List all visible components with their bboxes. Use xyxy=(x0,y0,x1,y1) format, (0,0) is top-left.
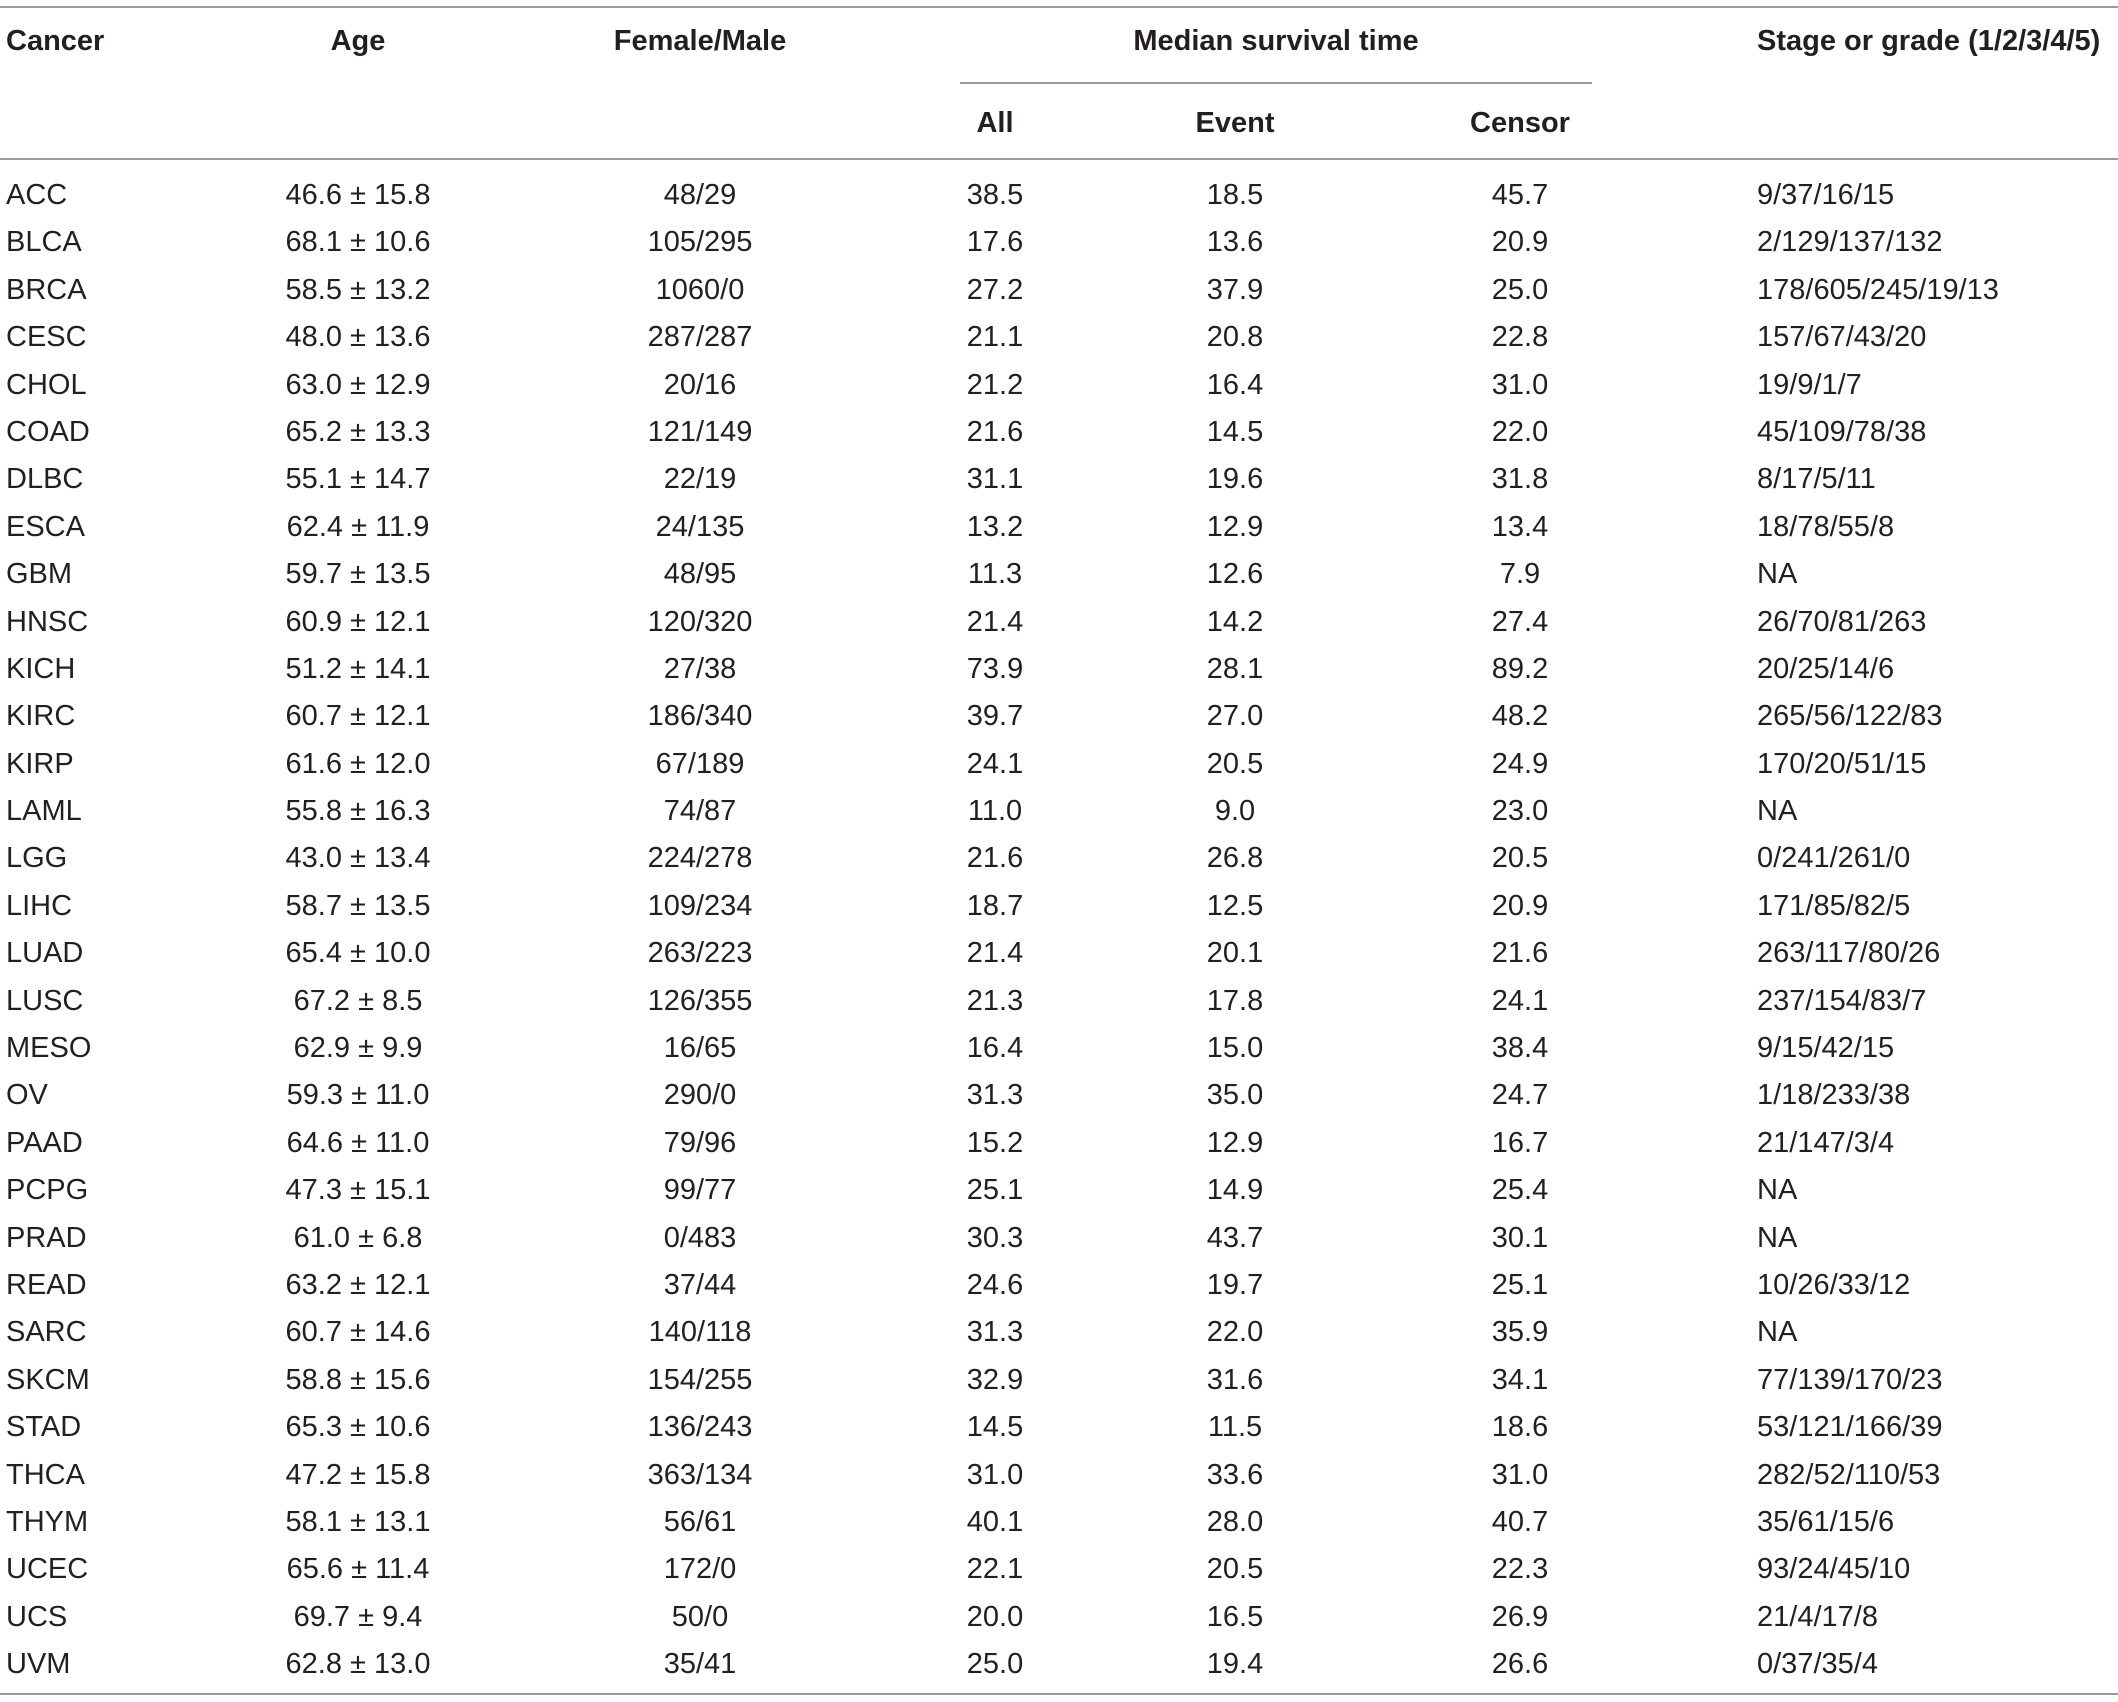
cell-median-censor: 20.5 xyxy=(1491,842,1549,875)
cell-median-event: 20.8 xyxy=(1206,321,1264,354)
cell-stage-or-grade: 93/24/45/10 xyxy=(1757,1553,1911,1586)
table-row xyxy=(0,270,2118,317)
table-row xyxy=(0,412,2118,459)
cell-stage-or-grade: 21/147/3/4 xyxy=(1757,1126,1895,1159)
table-row xyxy=(0,1597,2118,1644)
table-row xyxy=(0,1549,2118,1596)
cell-age: 61.6 ± 12.0 xyxy=(285,747,431,780)
cell-median-all: 21.1 xyxy=(966,321,1024,354)
cell-cancer: LUAD xyxy=(6,937,84,970)
cell-median-censor: 31.8 xyxy=(1491,463,1549,496)
cell-median-all: 24.6 xyxy=(966,1268,1024,1301)
cell-median-event: 12.5 xyxy=(1206,889,1264,922)
cell-female-male: 24/135 xyxy=(655,510,745,543)
cell-female-male: 224/278 xyxy=(647,842,753,875)
cell-median-all: 24.1 xyxy=(966,747,1024,780)
header-censor: Censor xyxy=(1470,107,1570,139)
cell-stage-or-grade: 237/154/83/7 xyxy=(1757,984,1927,1017)
cell-female-male: 290/0 xyxy=(663,1079,737,1112)
table-bottom-rule xyxy=(0,1693,2118,1695)
cell-age: 58.7 ± 13.5 xyxy=(285,889,431,922)
cell-stage-or-grade: 265/56/122/83 xyxy=(1757,700,1943,733)
cell-median-event: 18.5 xyxy=(1206,179,1264,211)
cell-age: 59.3 ± 11.0 xyxy=(286,1079,430,1112)
cell-median-censor: 13.4 xyxy=(1491,510,1549,543)
cell-median-all: 22.1 xyxy=(966,1553,1024,1586)
cell-cancer: UCS xyxy=(6,1600,68,1633)
cell-median-censor: 89.2 xyxy=(1491,652,1549,685)
cell-median-event: 15.0 xyxy=(1206,1032,1264,1065)
cell-stage-or-grade: 18/78/55/8 xyxy=(1757,510,1895,543)
cell-median-censor: 25.1 xyxy=(1491,1268,1549,1301)
cell-median-event: 13.6 xyxy=(1206,226,1264,259)
cell-stage-or-grade: 170/20/51/15 xyxy=(1757,747,1927,780)
cell-median-censor: 22.8 xyxy=(1491,321,1549,354)
cell-median-censor: 7.9 xyxy=(1499,558,1541,591)
cell-median-all: 11.3 xyxy=(967,558,1023,591)
cell-cancer: PRAD xyxy=(6,1221,87,1254)
header-age: Age xyxy=(330,25,386,57)
cell-cancer: KIRP xyxy=(6,747,74,780)
cell-median-all: 11.0 xyxy=(967,795,1023,828)
cell-median-all: 21.6 xyxy=(966,842,1024,875)
cell-female-male: 22/19 xyxy=(663,463,737,496)
cell-cancer: SKCM xyxy=(6,1363,90,1396)
cell-median-censor: 20.9 xyxy=(1491,889,1549,922)
cell-median-censor: 26.6 xyxy=(1491,1648,1549,1681)
cell-cancer: LIHC xyxy=(6,889,73,922)
cell-female-male: 56/61 xyxy=(663,1505,737,1538)
cell-median-event: 33.6 xyxy=(1206,1458,1264,1491)
cell-median-event: 22.0 xyxy=(1206,1316,1264,1349)
cell-age: 60.9 ± 12.1 xyxy=(285,605,431,638)
cell-stage-or-grade: 0/241/261/0 xyxy=(1757,842,1911,875)
table-row xyxy=(0,1218,2118,1265)
cell-median-event: 17.8 xyxy=(1206,984,1264,1017)
cell-cancer: OV xyxy=(6,1079,48,1112)
cell-age: 47.3 ± 15.1 xyxy=(285,1174,431,1207)
cell-stage-or-grade: 171/85/82/5 xyxy=(1757,889,1911,922)
cell-median-event: 16.4 xyxy=(1206,368,1264,401)
cell-age: 58.1 ± 13.1 xyxy=(285,1505,431,1538)
cell-age: 43.0 ± 13.4 xyxy=(285,842,431,875)
table-row xyxy=(0,1644,2118,1691)
cell-cancer: LGG xyxy=(6,842,68,875)
cell-median-event: 37.9 xyxy=(1206,273,1264,306)
cell-median-event: 12.9 xyxy=(1206,1126,1264,1159)
table-header-rule xyxy=(0,158,2118,160)
cell-median-all: 21.4 xyxy=(966,937,1024,970)
cell-median-censor: 18.6 xyxy=(1491,1411,1549,1444)
table-row xyxy=(0,744,2118,791)
cell-cancer: LAML xyxy=(6,795,82,828)
cell-age: 63.0 ± 12.9 xyxy=(285,368,431,401)
header-all: All xyxy=(976,107,1014,139)
header-stage-or-grade: Stage or grade (1/2/3/4/5) xyxy=(1757,25,2101,57)
table-row xyxy=(0,175,2118,222)
cell-female-male: 35/41 xyxy=(663,1648,737,1681)
cell-median-all: 21.2 xyxy=(966,368,1024,401)
cell-age: 68.1 ± 10.6 xyxy=(285,226,431,259)
table-row xyxy=(0,1502,2118,1549)
cell-female-male: 1060/0 xyxy=(655,273,745,306)
cell-median-all: 40.1 xyxy=(966,1505,1024,1538)
cell-stage-or-grade: 19/9/1/7 xyxy=(1757,368,1862,401)
cell-stage-or-grade: 10/26/33/12 xyxy=(1757,1268,1911,1301)
cell-age: 64.6 ± 11.0 xyxy=(286,1126,430,1159)
cell-cancer: CESC xyxy=(6,321,87,354)
header-cancer: Cancer xyxy=(6,25,105,57)
cell-cancer: READ xyxy=(6,1268,87,1301)
cell-median-all: 21.6 xyxy=(966,415,1024,448)
table-row xyxy=(0,1265,2118,1312)
cell-stage-or-grade: 35/61/15/6 xyxy=(1757,1505,1895,1538)
header-event: Event xyxy=(1195,107,1275,139)
cell-female-male: 37/44 xyxy=(663,1268,737,1301)
cell-stage-or-grade: 9/37/16/15 xyxy=(1757,179,1895,211)
cell-cancer: BRCA xyxy=(6,273,87,306)
cell-female-male: 172/0 xyxy=(663,1553,737,1586)
cell-female-male: 186/340 xyxy=(647,700,753,733)
table-row xyxy=(0,554,2118,601)
cell-stage-or-grade: NA xyxy=(1757,795,1798,828)
cell-age: 46.6 ± 15.8 xyxy=(285,179,431,211)
cell-median-censor: 30.1 xyxy=(1491,1221,1549,1254)
cell-cancer: PCPG xyxy=(6,1174,89,1207)
cell-age: 61.0 ± 6.8 xyxy=(293,1221,423,1254)
cell-median-event: 14.2 xyxy=(1206,605,1264,638)
cell-median-all: 25.0 xyxy=(966,1648,1024,1681)
cell-median-event: 35.0 xyxy=(1206,1079,1264,1112)
cell-median-event: 16.5 xyxy=(1206,1600,1264,1633)
cell-female-male: 99/77 xyxy=(663,1174,737,1207)
cell-cancer: DLBC xyxy=(6,463,84,496)
cell-median-event: 14.5 xyxy=(1206,415,1264,448)
cell-female-male: 79/96 xyxy=(663,1126,737,1159)
median-survival-group-rule xyxy=(960,82,1592,84)
table-row xyxy=(0,838,2118,885)
cell-female-male: 120/320 xyxy=(647,605,753,638)
cell-median-censor: 31.0 xyxy=(1491,368,1549,401)
table-row xyxy=(0,222,2118,269)
cell-age: 59.7 ± 13.5 xyxy=(285,558,431,591)
cell-stage-or-grade: 26/70/81/263 xyxy=(1757,605,1927,638)
cell-cancer: BLCA xyxy=(6,226,82,259)
cell-median-all: 18.7 xyxy=(966,889,1024,922)
table-top-rule xyxy=(0,6,2118,8)
cell-cancer: MESO xyxy=(6,1032,92,1065)
cell-age: 55.1 ± 14.7 xyxy=(285,463,431,496)
cell-cancer: UVM xyxy=(6,1648,71,1681)
cell-stage-or-grade: NA xyxy=(1757,558,1798,591)
cell-cancer: STAD xyxy=(6,1411,82,1444)
cell-age: 60.7 ± 14.6 xyxy=(285,1316,431,1349)
cell-female-male: 263/223 xyxy=(647,937,753,970)
cell-median-censor: 16.7 xyxy=(1491,1126,1549,1159)
cell-median-all: 31.3 xyxy=(966,1079,1024,1112)
table-row xyxy=(0,1360,2118,1407)
cell-median-all: 21.3 xyxy=(966,984,1024,1017)
cell-median-event: 14.9 xyxy=(1206,1174,1264,1207)
table-row xyxy=(0,696,2118,743)
cell-age: 55.8 ± 16.3 xyxy=(285,795,431,828)
cell-median-event: 19.4 xyxy=(1206,1648,1264,1681)
cell-female-male: 109/234 xyxy=(647,889,753,922)
cell-median-event: 12.9 xyxy=(1206,510,1264,543)
cell-median-all: 38.5 xyxy=(966,179,1024,211)
cell-female-male: 154/255 xyxy=(647,1363,753,1396)
cell-median-censor: 31.0 xyxy=(1491,1458,1549,1491)
cell-stage-or-grade: 157/67/43/20 xyxy=(1757,321,1927,354)
cell-female-male: 48/29 xyxy=(663,179,737,211)
cell-median-all: 14.5 xyxy=(966,1411,1024,1444)
table-row xyxy=(0,1123,2118,1170)
cell-age: 63.2 ± 12.1 xyxy=(285,1268,431,1301)
cell-stage-or-grade: 21/4/17/8 xyxy=(1757,1600,1878,1633)
cell-median-censor: 24.1 xyxy=(1491,984,1549,1017)
cell-cancer: PAAD xyxy=(6,1126,83,1159)
cell-median-event: 20.5 xyxy=(1206,747,1264,780)
table-row xyxy=(0,602,2118,649)
cell-female-male: 27/38 xyxy=(663,652,737,685)
header-median-survival-time: Median survival time xyxy=(1133,25,1419,57)
cell-median-all: 32.9 xyxy=(966,1363,1024,1396)
cell-female-male: 48/95 xyxy=(663,558,737,591)
cell-median-all: 39.7 xyxy=(966,700,1024,733)
cell-median-censor: 20.9 xyxy=(1491,226,1549,259)
cell-cancer: CHOL xyxy=(6,368,87,401)
cell-median-event: 31.6 xyxy=(1206,1363,1264,1396)
cell-cancer: UCEC xyxy=(6,1553,89,1586)
table-row xyxy=(0,317,2118,364)
cell-female-male: 287/287 xyxy=(647,321,753,354)
cell-median-censor: 24.9 xyxy=(1491,747,1549,780)
cell-cancer: KICH xyxy=(6,652,76,685)
cell-stage-or-grade: NA xyxy=(1757,1221,1798,1254)
cell-age: 65.6 ± 11.4 xyxy=(286,1553,430,1586)
cell-median-event: 20.1 xyxy=(1206,937,1264,970)
cell-median-all: 15.2 xyxy=(966,1126,1024,1159)
table-row xyxy=(0,365,2118,412)
cell-cancer: GBM xyxy=(6,558,73,591)
header-female-male: Female/Male xyxy=(613,25,787,57)
cell-median-event: 26.8 xyxy=(1206,842,1264,875)
cell-median-event: 27.0 xyxy=(1206,700,1264,733)
cell-median-censor: 48.2 xyxy=(1491,700,1549,733)
cell-median-event: 11.5 xyxy=(1207,1411,1263,1444)
cell-stage-or-grade: 9/15/42/15 xyxy=(1757,1032,1895,1065)
cell-female-male: 74/87 xyxy=(663,795,737,828)
cell-female-male: 363/134 xyxy=(647,1458,753,1491)
cell-median-censor: 40.7 xyxy=(1491,1505,1549,1538)
cell-age: 65.3 ± 10.6 xyxy=(285,1411,431,1444)
cell-median-censor: 22.3 xyxy=(1491,1553,1549,1586)
cell-median-event: 12.6 xyxy=(1206,558,1264,591)
cell-median-event: 20.5 xyxy=(1206,1553,1264,1586)
cell-stage-or-grade: 178/605/245/19/13 xyxy=(1757,273,1999,306)
cell-female-male: 67/189 xyxy=(655,747,745,780)
cell-stage-or-grade: 77/139/170/23 xyxy=(1757,1363,1943,1396)
cell-stage-or-grade: 20/25/14/6 xyxy=(1757,652,1895,685)
cell-female-male: 50/0 xyxy=(671,1600,729,1633)
table-row xyxy=(0,507,2118,554)
cell-female-male: 0/483 xyxy=(663,1221,737,1254)
cell-stage-or-grade: 282/52/110/53 xyxy=(1757,1458,1941,1491)
cell-age: 65.4 ± 10.0 xyxy=(285,937,431,970)
cell-stage-or-grade: 53/121/166/39 xyxy=(1757,1411,1943,1444)
cell-stage-or-grade: 45/109/78/38 xyxy=(1757,415,1927,448)
cell-median-all: 20.0 xyxy=(966,1600,1024,1633)
cell-median-censor: 34.1 xyxy=(1491,1363,1549,1396)
cell-median-all: 17.6 xyxy=(966,226,1024,259)
cell-median-censor: 23.0 xyxy=(1491,795,1549,828)
cell-female-male: 105/295 xyxy=(647,226,753,259)
cell-median-all: 25.1 xyxy=(966,1174,1024,1207)
table-row xyxy=(0,1407,2118,1454)
cell-age: 62.8 ± 13.0 xyxy=(285,1648,431,1681)
table-row xyxy=(0,981,2118,1028)
cell-median-censor: 35.9 xyxy=(1491,1316,1549,1349)
cell-median-all: 31.3 xyxy=(966,1316,1024,1349)
cell-cancer: ACC xyxy=(6,179,68,211)
cell-age: 60.7 ± 12.1 xyxy=(285,700,431,733)
cell-median-all: 27.2 xyxy=(966,273,1024,306)
cell-median-censor: 21.6 xyxy=(1491,937,1549,970)
cell-median-censor: 27.4 xyxy=(1491,605,1549,638)
cell-median-all: 73.9 xyxy=(966,652,1024,685)
table-row xyxy=(0,1312,2118,1359)
cell-cancer: THCA xyxy=(6,1458,85,1491)
cell-age: 62.9 ± 9.9 xyxy=(293,1032,423,1065)
cell-female-male: 136/243 xyxy=(647,1411,753,1444)
table-row xyxy=(0,933,2118,980)
cell-cancer: ESCA xyxy=(6,510,85,543)
cell-stage-or-grade: 263/117/80/26 xyxy=(1757,937,1941,970)
cell-median-all: 31.0 xyxy=(966,1458,1024,1491)
cell-female-male: 20/16 xyxy=(663,368,737,401)
cell-stage-or-grade: NA xyxy=(1757,1174,1798,1207)
table-body xyxy=(0,175,2118,1692)
cell-cancer: LUSC xyxy=(6,984,84,1017)
cell-age: 58.8 ± 15.6 xyxy=(285,1363,431,1396)
cell-median-all: 21.4 xyxy=(966,605,1024,638)
table-row xyxy=(0,1455,2118,1502)
cell-age: 67.2 ± 8.5 xyxy=(293,984,423,1017)
cell-age: 47.2 ± 15.8 xyxy=(285,1458,431,1491)
cell-median-event: 28.1 xyxy=(1206,652,1264,685)
cell-median-all: 30.3 xyxy=(966,1221,1024,1254)
cell-female-male: 16/65 xyxy=(663,1032,737,1065)
table-row xyxy=(0,1028,2118,1075)
cell-median-censor: 26.9 xyxy=(1491,1600,1549,1633)
cell-cancer: KIRC xyxy=(6,700,76,733)
cell-cancer: HNSC xyxy=(6,605,89,638)
cell-median-event: 19.6 xyxy=(1206,463,1264,496)
table-row xyxy=(0,1075,2118,1122)
cell-median-all: 16.4 xyxy=(966,1032,1024,1065)
table-row xyxy=(0,1170,2118,1217)
cell-median-event: 19.7 xyxy=(1206,1268,1264,1301)
cell-median-censor: 22.0 xyxy=(1491,415,1549,448)
cell-stage-or-grade: 8/17/5/11 xyxy=(1757,463,1876,496)
cell-age: 58.5 ± 13.2 xyxy=(285,273,431,306)
cell-age: 51.2 ± 14.1 xyxy=(285,652,431,685)
cell-age: 65.2 ± 13.3 xyxy=(285,415,431,448)
table-row xyxy=(0,886,2118,933)
cell-median-censor: 24.7 xyxy=(1491,1079,1549,1112)
cell-cancer: SARC xyxy=(6,1316,87,1349)
cell-female-male: 126/355 xyxy=(647,984,753,1017)
table-row xyxy=(0,791,2118,838)
cell-median-censor: 45.7 xyxy=(1491,179,1549,211)
cell-age: 62.4 ± 11.9 xyxy=(286,510,430,543)
table-row xyxy=(0,459,2118,506)
cell-cancer: COAD xyxy=(6,415,90,448)
cell-stage-or-grade: 1/18/233/38 xyxy=(1757,1079,1911,1112)
cell-median-all: 31.1 xyxy=(966,463,1024,496)
cell-cancer: THYM xyxy=(6,1505,89,1538)
cell-median-censor: 25.4 xyxy=(1491,1174,1549,1207)
cell-median-censor: 38.4 xyxy=(1491,1032,1549,1065)
cell-median-event: 9.0 xyxy=(1214,795,1256,828)
cell-stage-or-grade: NA xyxy=(1757,1316,1798,1349)
cell-median-event: 28.0 xyxy=(1206,1505,1264,1538)
cell-median-censor: 25.0 xyxy=(1491,273,1549,306)
cell-age: 48.0 ± 13.6 xyxy=(285,321,431,354)
cell-stage-or-grade: 0/37/35/4 xyxy=(1757,1648,1878,1681)
cell-female-male: 140/118 xyxy=(648,1316,752,1349)
cell-age: 69.7 ± 9.4 xyxy=(293,1600,423,1633)
cell-female-male: 121/149 xyxy=(647,415,753,448)
table-row xyxy=(0,649,2118,696)
cell-median-event: 43.7 xyxy=(1206,1221,1264,1254)
cell-median-all: 13.2 xyxy=(966,510,1024,543)
cell-stage-or-grade: 2/129/137/132 xyxy=(1757,226,1943,259)
